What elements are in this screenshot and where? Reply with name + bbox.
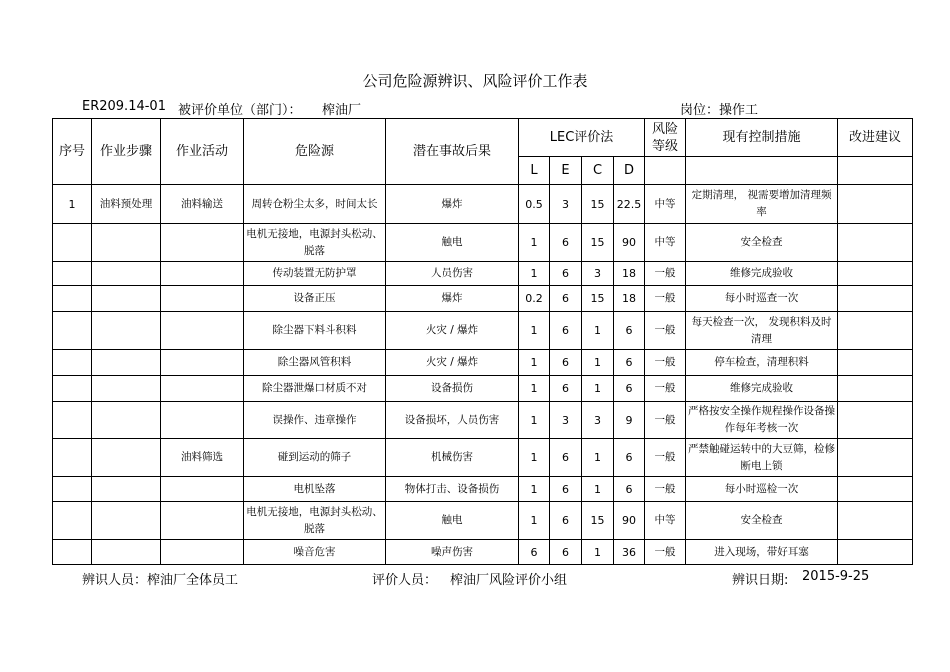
cell-e: 6	[550, 224, 582, 262]
cell-no	[53, 312, 92, 350]
header-d: D	[614, 157, 645, 185]
evaluator-label: 评价人员：	[372, 573, 438, 588]
form-code: ER209.14-01	[82, 99, 166, 114]
header-l: L	[519, 157, 550, 185]
header-suggest: 改进建议	[838, 119, 913, 157]
cell-suggest	[838, 376, 913, 402]
cell-risk: 一般	[645, 376, 686, 402]
cell-hazard: 电机无接地，电源封头松动、脱落	[244, 224, 386, 262]
cell-control: 每小时巡检一次	[686, 477, 838, 502]
cell-suggest	[838, 540, 913, 565]
cell-activity	[161, 540, 244, 565]
cell-risk: 中等	[645, 224, 686, 262]
cell-d: 6	[614, 376, 645, 402]
post-label: 岗位：操作工	[680, 103, 759, 118]
cell-activity: 油料筛选	[161, 439, 244, 477]
cell-risk: 一般	[645, 439, 686, 477]
cell-step	[92, 402, 161, 439]
cell-l: 0.2	[519, 286, 550, 312]
cell-suggest	[838, 224, 913, 262]
cell-hazard: 碰到运动的筛子	[244, 439, 386, 477]
cell-control: 严禁触碰运转中的大豆筛，检修断电上锁	[686, 439, 838, 477]
cell-risk: 中等	[645, 502, 686, 540]
cell-no	[53, 224, 92, 262]
cell-l: 6	[519, 540, 550, 565]
cell-step	[92, 502, 161, 540]
cell-c: 1	[582, 312, 614, 350]
cell-step	[92, 350, 161, 376]
table-row	[53, 439, 913, 477]
cell-e: 6	[550, 286, 582, 312]
cell-e: 6	[550, 477, 582, 502]
table-row	[53, 262, 913, 286]
cell-risk: 一般	[645, 350, 686, 376]
cell-d: 6	[614, 477, 645, 502]
cell-hazard: 传动装置无防护罩	[244, 262, 386, 286]
header-step: 作业步骤	[92, 119, 161, 185]
evaluator-value: 榨油厂风险评价小组	[450, 573, 568, 588]
cell-suggest	[838, 477, 913, 502]
cell-no	[53, 350, 92, 376]
cell-suggest	[838, 185, 913, 224]
cell-hazard: 噪音危害	[244, 540, 386, 565]
table-row	[53, 286, 913, 312]
cell-e: 6	[550, 350, 582, 376]
cell-no	[53, 286, 92, 312]
table-row	[53, 502, 913, 540]
cell-consequence: 触电	[386, 502, 519, 540]
cell-activity: 油料输送	[161, 185, 244, 224]
cell-suggest	[838, 286, 913, 312]
cell-suggest	[838, 350, 913, 376]
cell-l: 1	[519, 402, 550, 439]
cell-d: 18	[614, 286, 645, 312]
table-row	[53, 185, 913, 224]
cell-no	[53, 502, 92, 540]
cell-control: 维修完成验收	[686, 262, 838, 286]
cell-suggest	[838, 402, 913, 439]
cell-l: 1	[519, 224, 550, 262]
cell-c: 15	[582, 224, 614, 262]
cell-d: 6	[614, 350, 645, 376]
cell-hazard: 电机坠落	[244, 477, 386, 502]
cell-risk: 一般	[645, 402, 686, 439]
cell-step	[92, 376, 161, 402]
cell-e: 6	[550, 262, 582, 286]
header-e: E	[550, 157, 582, 185]
cell-no	[53, 402, 92, 439]
cell-l: 1	[519, 439, 550, 477]
cell-consequence: 设备损伤	[386, 376, 519, 402]
header-row-top	[53, 119, 913, 157]
cell-control: 维修完成验收	[686, 376, 838, 402]
cell-suggest	[838, 262, 913, 286]
unit-value: 榨油厂	[322, 103, 362, 118]
cell-d: 90	[614, 224, 645, 262]
cell-c: 3	[582, 262, 614, 286]
cell-suggest	[838, 439, 913, 477]
document-title: 公司危险源辨识、风险评价工作表	[362, 72, 588, 90]
header-no: 序号	[53, 119, 92, 185]
cell-no	[53, 262, 92, 286]
table-row	[53, 477, 913, 502]
table-row	[53, 402, 913, 439]
cell-step	[92, 439, 161, 477]
cell-consequence: 触电	[386, 224, 519, 262]
cell-control: 每小时巡查一次	[686, 286, 838, 312]
date-label: 辨识日期:	[732, 573, 789, 588]
cell-d: 36	[614, 540, 645, 565]
cell-hazard: 电机无接地，电源封头松动、脱落	[244, 502, 386, 540]
cell-step: 油料预处理	[92, 185, 161, 224]
header-control-sub	[686, 157, 838, 185]
header-activity: 作业活动	[161, 119, 244, 185]
cell-l: 1	[519, 350, 550, 376]
cell-e: 6	[550, 376, 582, 402]
cell-hazard: 除尘器泄爆口材质不对	[244, 376, 386, 402]
cell-d: 6	[614, 439, 645, 477]
cell-risk: 一般	[645, 477, 686, 502]
cell-c: 3	[582, 402, 614, 439]
cell-consequence: 爆炸	[386, 185, 519, 224]
identifier-label: 辨识人员：榨油厂全体员工	[82, 573, 239, 588]
cell-e: 3	[550, 402, 582, 439]
cell-e: 3	[550, 185, 582, 224]
cell-step	[92, 477, 161, 502]
cell-risk: 中等	[645, 185, 686, 224]
cell-c: 1	[582, 540, 614, 565]
cell-e: 6	[550, 439, 582, 477]
cell-l: 1	[519, 312, 550, 350]
cell-hazard: 误操作、违章操作	[244, 402, 386, 439]
cell-activity	[161, 402, 244, 439]
document-footer	[82, 569, 902, 587]
cell-l: 1	[519, 376, 550, 402]
table-row	[53, 540, 913, 565]
cell-c: 15	[582, 286, 614, 312]
cell-l: 1	[519, 262, 550, 286]
cell-l: 1	[519, 502, 550, 540]
cell-step	[92, 540, 161, 565]
cell-no	[53, 477, 92, 502]
cell-activity	[161, 350, 244, 376]
cell-activity	[161, 477, 244, 502]
cell-no	[53, 376, 92, 402]
cell-hazard: 周转仓粉尘太多，时间太长	[244, 185, 386, 224]
cell-e: 6	[550, 312, 582, 350]
cell-consequence: 机械伤害	[386, 439, 519, 477]
cell-hazard: 设备正压	[244, 286, 386, 312]
cell-e: 6	[550, 540, 582, 565]
cell-l: 1	[519, 477, 550, 502]
unit-label: 被评价单位（部门）：	[178, 103, 302, 118]
cell-d: 9	[614, 402, 645, 439]
cell-c: 1	[582, 350, 614, 376]
cell-step	[92, 262, 161, 286]
cell-d: 18	[614, 262, 645, 286]
cell-activity	[161, 224, 244, 262]
cell-consequence: 物体打击、设备损伤	[386, 477, 519, 502]
cell-activity	[161, 286, 244, 312]
cell-c: 1	[582, 439, 614, 477]
cell-control: 进入现场，带好耳塞	[686, 540, 838, 565]
cell-consequence: 设备损坏，人员伤害	[386, 402, 519, 439]
cell-control: 定期清理， 视需要增加清理频率	[686, 185, 838, 224]
cell-l: 0.5	[519, 185, 550, 224]
cell-c: 1	[582, 376, 614, 402]
cell-consequence: 火灾 / 爆炸	[386, 350, 519, 376]
cell-activity	[161, 376, 244, 402]
cell-c: 15	[582, 502, 614, 540]
cell-risk: 一般	[645, 262, 686, 286]
cell-risk: 一般	[645, 312, 686, 350]
header-suggest-sub	[838, 157, 913, 185]
risk-assessment-table	[52, 118, 913, 565]
cell-control: 严格按安全操作规程操作设备操作每年考核一次	[686, 402, 838, 439]
cell-activity	[161, 502, 244, 540]
cell-consequence: 人员伤害	[386, 262, 519, 286]
document-meta	[82, 99, 902, 117]
cell-hazard: 除尘器风管积料	[244, 350, 386, 376]
cell-hazard: 除尘器下料斗积料	[244, 312, 386, 350]
cell-control: 每天检查一次， 发现积料及时清理	[686, 312, 838, 350]
cell-consequence: 火灾 / 爆炸	[386, 312, 519, 350]
cell-activity	[161, 312, 244, 350]
date-value: 2015-9-25	[802, 569, 870, 584]
cell-control: 停车检查，清理积料	[686, 350, 838, 376]
cell-d: 6	[614, 312, 645, 350]
cell-d: 22.5	[614, 185, 645, 224]
header-consequence: 潜在事故后果	[386, 119, 519, 185]
cell-suggest	[838, 502, 913, 540]
cell-step	[92, 286, 161, 312]
header-c: C	[582, 157, 614, 185]
cell-d: 90	[614, 502, 645, 540]
cell-no: 1	[53, 185, 92, 224]
cell-e: 6	[550, 502, 582, 540]
table-row	[53, 350, 913, 376]
table-row	[53, 224, 913, 262]
header-control: 现有控制措施	[686, 119, 838, 157]
header-risk-sub	[645, 157, 686, 185]
cell-c: 1	[582, 477, 614, 502]
cell-c: 15	[582, 185, 614, 224]
cell-no	[53, 540, 92, 565]
table-row	[53, 376, 913, 402]
cell-suggest	[838, 312, 913, 350]
cell-control: 安全检查	[686, 502, 838, 540]
cell-step	[92, 312, 161, 350]
cell-consequence: 噪声伤害	[386, 540, 519, 565]
cell-no	[53, 439, 92, 477]
cell-control: 安全检查	[686, 224, 838, 262]
cell-activity	[161, 262, 244, 286]
cell-risk: 一般	[645, 286, 686, 312]
table-row	[53, 312, 913, 350]
header-hazard: 危险源	[244, 119, 386, 185]
header-risk: 风险等级	[645, 119, 686, 157]
cell-consequence: 爆炸	[386, 286, 519, 312]
cell-step	[92, 224, 161, 262]
header-lec: LEC评价法	[519, 119, 645, 157]
cell-risk: 一般	[645, 540, 686, 565]
